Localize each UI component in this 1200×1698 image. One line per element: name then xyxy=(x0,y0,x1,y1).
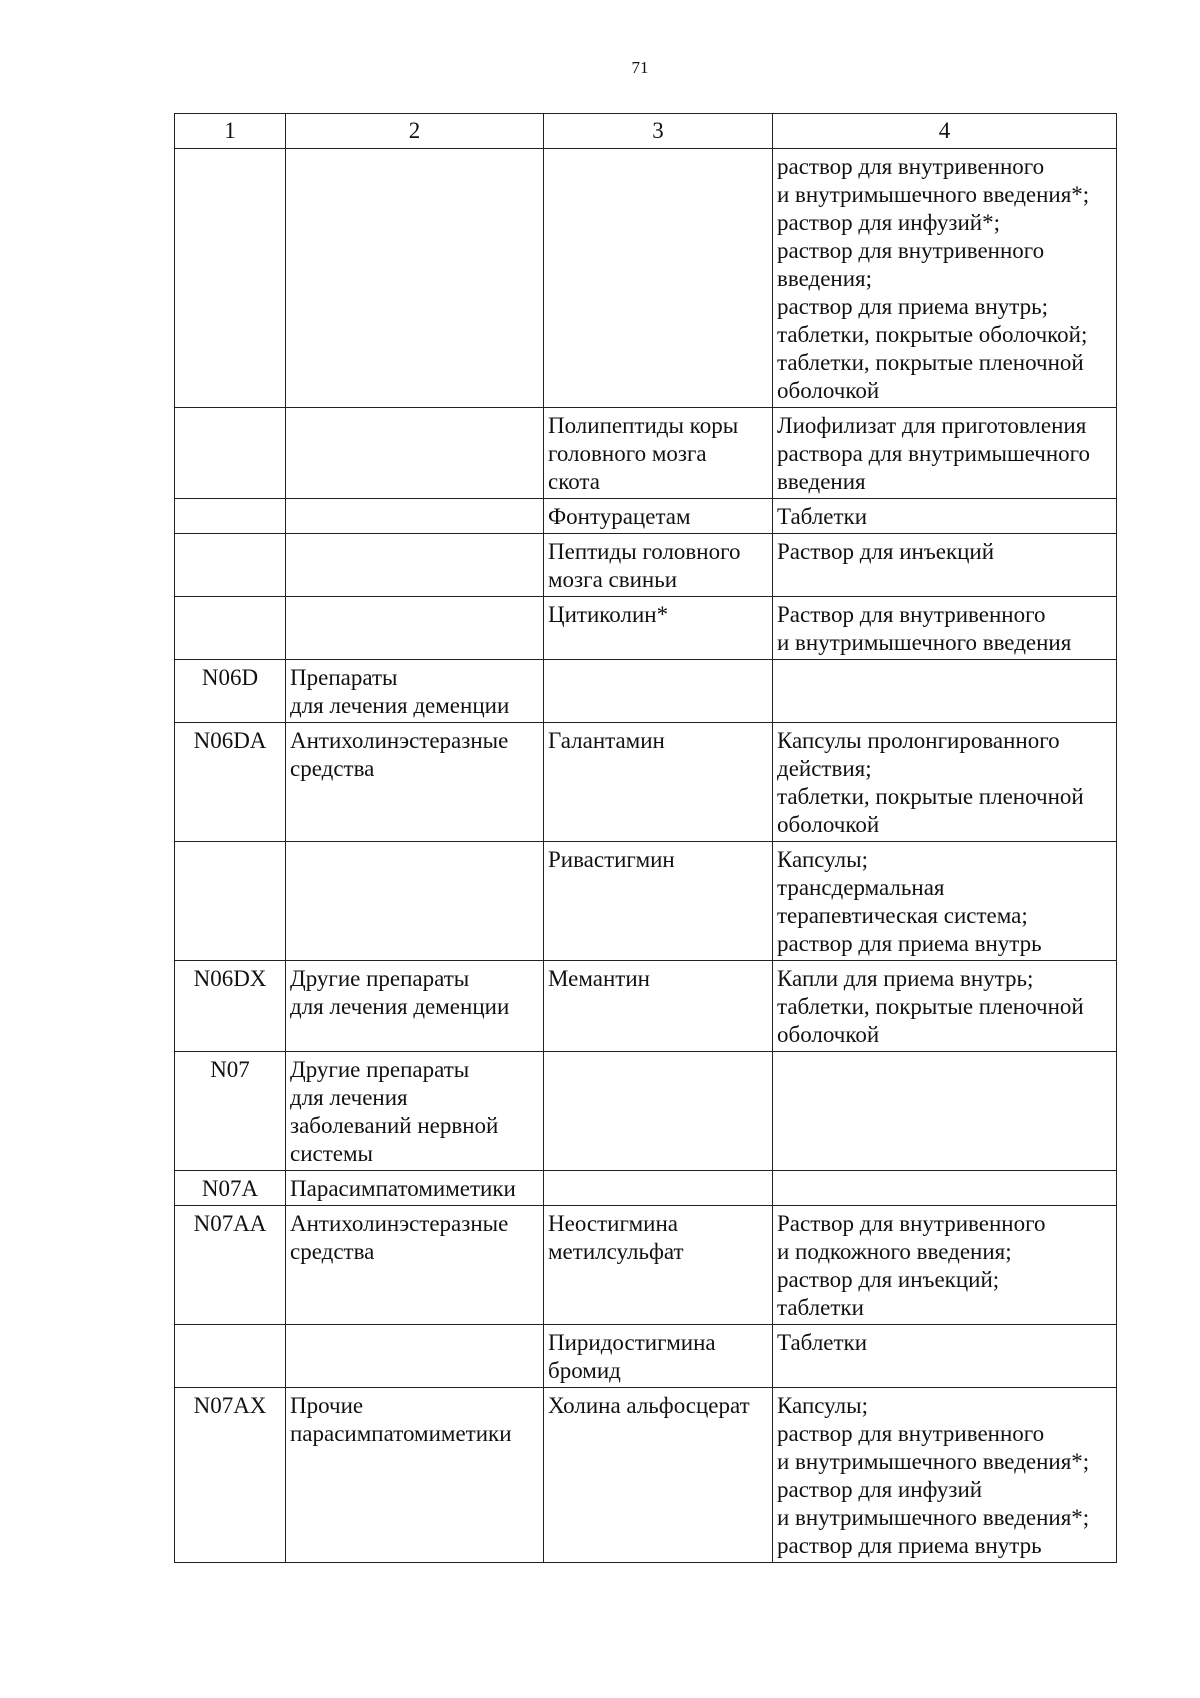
cell-text-line: Капли для приема внутрь; xyxy=(777,966,1034,991)
cell-text-line: Цитиколин* xyxy=(548,602,669,627)
cell-text-line: Капсулы; xyxy=(777,847,868,872)
atc-code-cell xyxy=(175,149,286,408)
drug-name-cell xyxy=(544,534,773,597)
cell-text-line: и внутримышечного введения*; xyxy=(777,182,1090,207)
table-row xyxy=(175,149,1117,408)
header-col-3: 3 xyxy=(544,114,773,149)
group-name-cell xyxy=(286,1206,544,1325)
cell-text-line: парасимпатомиметики xyxy=(290,1421,512,1446)
table-row xyxy=(175,961,1117,1052)
cell-text-line: Холина альфосцерат xyxy=(548,1393,750,1418)
cell-text-line: терапевтическая система; xyxy=(777,903,1028,928)
cell-text-line: Пептиды головного xyxy=(548,539,741,564)
cell-text-line: раствор для внутривенного xyxy=(777,154,1045,179)
group-name-cell xyxy=(286,597,544,660)
cell-text-line: для лечения деменции xyxy=(290,994,510,1019)
cell-text-line: оболочкой xyxy=(777,1022,880,1047)
cell-text-line: оболочкой xyxy=(777,378,880,403)
cell-text-line: Мемантин xyxy=(548,966,650,991)
cell-text-line: мозга свиньи xyxy=(548,567,678,592)
cell-text-line: и внутримышечного введения*; xyxy=(777,1449,1090,1474)
drug-name-cell xyxy=(544,1171,773,1206)
table-body xyxy=(175,149,1117,1563)
dosage-forms-cell xyxy=(773,1325,1117,1388)
dosage-forms-cell xyxy=(773,1206,1117,1325)
dosage-forms-cell xyxy=(773,534,1117,597)
table-row xyxy=(175,534,1117,597)
drug-name-cell xyxy=(544,961,773,1052)
cell-text-line: таблетки, покрытые пленочной xyxy=(777,784,1084,809)
drug-name-cell xyxy=(544,723,773,842)
cell-text-line: метилсульфат xyxy=(548,1239,684,1264)
group-name-cell xyxy=(286,723,544,842)
cell-text-line: Раствор для внутривенного xyxy=(777,602,1046,627)
atc-code-cell xyxy=(175,597,286,660)
cell-text-line: Антихолинэстеразные xyxy=(290,728,509,753)
cell-text-line: таблетки, покрытые пленочной xyxy=(777,350,1084,375)
drug-table xyxy=(174,113,1117,1563)
table-row xyxy=(175,1171,1117,1206)
cell-text-line: системы xyxy=(290,1141,373,1166)
cell-text-line: введения; xyxy=(777,266,872,291)
cell-text-line: Препараты xyxy=(290,665,398,690)
group-name-cell xyxy=(286,408,544,499)
cell-text-line: раствор для инфузий xyxy=(777,1477,983,1502)
cell-text-line: для лечения xyxy=(290,1085,408,1110)
cell-text-line: Другие препараты xyxy=(290,1057,470,1082)
cell-text-line: Капсулы; xyxy=(777,1393,868,1418)
page-number: 71 xyxy=(631,58,649,77)
cell-text-line: действия; xyxy=(777,756,872,781)
atc-code-cell xyxy=(175,1325,286,1388)
table-row xyxy=(175,1206,1117,1325)
cell-text-line: Таблетки xyxy=(777,504,868,529)
header-col-1: 1 xyxy=(175,114,286,149)
table-row xyxy=(175,660,1117,723)
cell-text-line: Ривастигмин xyxy=(548,847,675,872)
cell-text-line: и внутримышечного введения xyxy=(777,630,1072,655)
header-row xyxy=(175,114,1117,149)
cell-text-line: раствор для приема внутрь xyxy=(777,1533,1042,1558)
table-row xyxy=(175,1052,1117,1171)
table-row xyxy=(175,842,1117,961)
group-name-cell xyxy=(286,1325,544,1388)
dosage-forms-cell xyxy=(773,842,1117,961)
dosage-forms-cell xyxy=(773,408,1117,499)
drug-name-cell xyxy=(544,1206,773,1325)
cell-text-line: раствор для приема внутрь xyxy=(777,931,1042,956)
table-row xyxy=(175,597,1117,660)
dosage-forms-cell xyxy=(773,1052,1117,1171)
cell-text-line: Полипептиды коры xyxy=(548,413,739,438)
dosage-forms-cell xyxy=(773,660,1117,723)
drug-name-cell xyxy=(544,408,773,499)
cell-text-line: Лиофилизат для приготовления xyxy=(777,413,1087,438)
table-row xyxy=(175,1325,1117,1388)
group-name-cell xyxy=(286,499,544,534)
table-row xyxy=(175,723,1117,842)
drug-name-cell xyxy=(544,660,773,723)
dosage-forms-cell xyxy=(773,1171,1117,1206)
dosage-forms-cell xyxy=(773,499,1117,534)
group-name-cell xyxy=(286,1171,544,1206)
table-row xyxy=(175,499,1117,534)
drug-name-cell xyxy=(544,597,773,660)
group-name-cell xyxy=(286,1052,544,1171)
cell-text-line: средства xyxy=(290,1239,375,1264)
cell-text-line: Раствор для инъекций xyxy=(777,539,995,564)
dosage-forms-cell xyxy=(773,1388,1117,1563)
cell-text-line: Неостигмина xyxy=(548,1211,678,1236)
cell-text-line: Галантамин xyxy=(548,728,665,753)
cell-text-line: раствор для инфузий*; xyxy=(777,210,1000,235)
cell-text-line: оболочкой xyxy=(777,812,880,837)
cell-text-line: бромид xyxy=(548,1358,621,1383)
atc-code-cell xyxy=(175,842,286,961)
group-name-cell xyxy=(286,961,544,1052)
cell-text-line: раствор для инъекций; xyxy=(777,1267,1000,1292)
group-name-cell xyxy=(286,534,544,597)
cell-text-line: скота xyxy=(548,469,600,494)
cell-text-line: Фонтурацетам xyxy=(548,504,691,529)
group-name-cell xyxy=(286,660,544,723)
atc-code-cell xyxy=(175,534,286,597)
table-row xyxy=(175,1388,1117,1563)
dosage-forms-cell xyxy=(773,723,1117,842)
cell-text-line: Пиридостигмина xyxy=(548,1330,716,1355)
dosage-forms-cell xyxy=(773,597,1117,660)
cell-text-line: Капсулы пролонгированного xyxy=(777,728,1060,753)
drug-name-cell xyxy=(544,1388,773,1563)
cell-text-line: раствор для внутривенного xyxy=(777,1421,1045,1446)
dosage-forms-cell xyxy=(773,149,1117,408)
cell-text-line: Прочие xyxy=(290,1393,364,1418)
drug-table-container xyxy=(174,113,1117,1563)
group-name-cell xyxy=(286,842,544,961)
dosage-forms-cell xyxy=(773,961,1117,1052)
cell-text-line: Парасимпатомиметики xyxy=(290,1176,516,1201)
cell-text-line: трансдермальная xyxy=(777,875,945,900)
cell-text-line: заболеваний нервной xyxy=(290,1113,499,1138)
cell-text-line: раствора для внутримышечного xyxy=(777,441,1091,466)
atc-code-cell xyxy=(175,408,286,499)
cell-text-line: и подкожного введения; xyxy=(777,1239,1012,1264)
cell-text-line: таблетки, покрытые оболочкой; xyxy=(777,322,1088,347)
cell-text-line: Таблетки xyxy=(777,1330,868,1355)
cell-text-line: головного мозга xyxy=(548,441,707,466)
cell-text-line: раствор для приема внутрь; xyxy=(777,294,1048,319)
atc-code-cell: N06DA xyxy=(175,723,286,842)
atc-code-cell: N06D xyxy=(175,660,286,723)
cell-text-line: таблетки, покрытые пленочной xyxy=(777,994,1084,1019)
cell-text-line: средства xyxy=(290,756,375,781)
atc-code-cell: N07 xyxy=(175,1052,286,1171)
drug-name-cell xyxy=(544,1325,773,1388)
cell-text-line: таблетки xyxy=(777,1295,864,1320)
drug-name-cell xyxy=(544,842,773,961)
table-row xyxy=(175,408,1117,499)
cell-text-line: для лечения деменции xyxy=(290,693,510,718)
atc-code-cell: N07AX xyxy=(175,1388,286,1563)
group-name-cell xyxy=(286,1388,544,1563)
atc-code-cell: N07A xyxy=(175,1171,286,1206)
cell-text-line: Антихолинэстеразные xyxy=(290,1211,509,1236)
header-col-4: 4 xyxy=(773,114,1117,149)
header-col-2: 2 xyxy=(286,114,544,149)
atc-code-cell: N07AA xyxy=(175,1206,286,1325)
cell-text-line: и внутримышечного введения*; xyxy=(777,1505,1090,1530)
drug-name-cell xyxy=(544,499,773,534)
drug-name-cell xyxy=(544,149,773,408)
cell-text-line: раствор для внутривенного xyxy=(777,238,1045,263)
atc-code-cell: N06DX xyxy=(175,961,286,1052)
drug-name-cell xyxy=(544,1052,773,1171)
cell-text-line: введения xyxy=(777,469,866,494)
atc-code-cell xyxy=(175,499,286,534)
cell-text-line: Другие препараты xyxy=(290,966,470,991)
group-name-cell xyxy=(286,149,544,408)
cell-text-line: Раствор для внутривенного xyxy=(777,1211,1046,1236)
